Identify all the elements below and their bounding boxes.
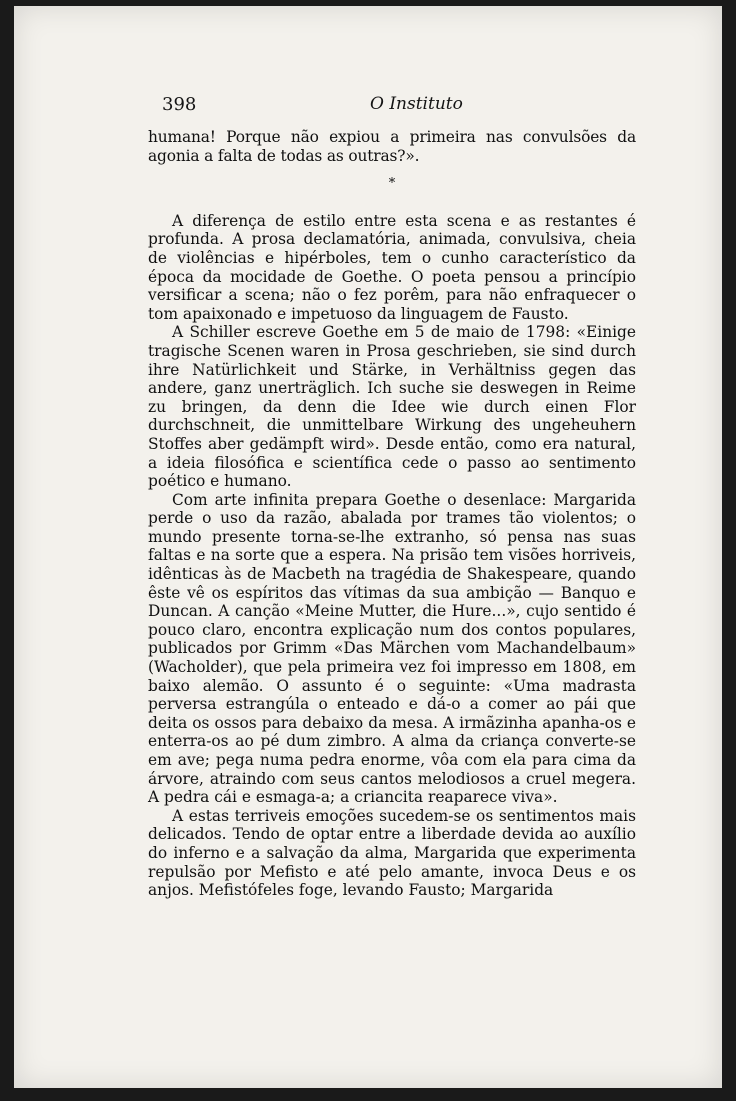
- body-text: [148, 128, 636, 900]
- paragraph: A estas terriveis emoções sucedem-se os sentimentos mais delicados. Tendo de optar entre a liberdade devida ao auxílio do inferno e a salvação da alma, Margarida que experimenta repulsão por Mefisto e até pelo amante, invoca Deus e os anjos. Mefistófeles foge, levando Fausto; Margarida: [148, 806, 636, 900]
- running-title: O Instituto: [370, 94, 463, 114]
- paragraph: A Schiller escreve Goethe em 5 de maio de 1798: «Einige tragische Scenen waren in Prosa geschrieben, sie sind durch ihre Natürlichkeit und Stärke, in Verhältniss gegen das andere, ganz unerträglich. Ich suche sie deswegen in Reime zu bringen, da denn die Idee wie durch einen Flor durchschneit, die unmittelbare Wirkung des ungeheuhern Stoffes aber gedämpft wird». Desde então, como era natural, a ideia filosófica e scientífica cede o passo ao sentimento poético e humano.: [148, 323, 636, 491]
- page-number: 398: [162, 94, 197, 115]
- paragraph: A diferença de estilo entre esta scena e as restantes é profunda. A prosa declamatória, animada, convulsiva, cheia de violências e hipérboles, tem o cunho característico da época da mocidade de Goethe. O poeta pensou a princípio versificar a scena; não o fez porêm, para não enfraquecer o tom apaixonado e impetuoso da linguagem de Fausto.: [148, 211, 636, 323]
- page-header: [162, 94, 642, 116]
- section-separator: *: [388, 176, 396, 192]
- paragraph: Com arte infinita prepara Goethe o desenlace: Margarida perde o uso da razão, abalada por trames tão violentos; o mundo presente torna-se-lhe extranho, só pensa nas suas faltas e na sorte que a espera. Na prisão tem visões horriveis, idênticas às de Macbeth na tragédia de Shakespeare, quando êste vê os espíritos das vítimas da sua ambição — Banquo e Duncan. A canção «Meine Mutter, die Hure...», cujo sentido é pouco claro, encontra explicação num dos contos populares, publicados por Grimm «Das Märchen vom Machandelbaum» (Wacholder), que pela primeira vez foi impresso em 1808, em baixo alemão. O assunto é o seguinte: «Uma madrasta perversa estrangúla o enteado e dá-o a comer ao pái que deita os ossos para debaixo da mesa. A irmãzinha apanha-os e enterra-os ao pé dum zimbro. A alma da criança converte-se em ave; pega numa pedra enorme, vôa com ela para cima da árvore, atraindo com seus cantos melodiosos a cruel megera. A pedra cái e esmaga-a; a criancita reaparece viva».: [148, 490, 636, 807]
- paragraph-opening: humana! Porque não expiou a primeira nas convulsões da agonia a falta de todas as outras?».: [148, 128, 636, 165]
